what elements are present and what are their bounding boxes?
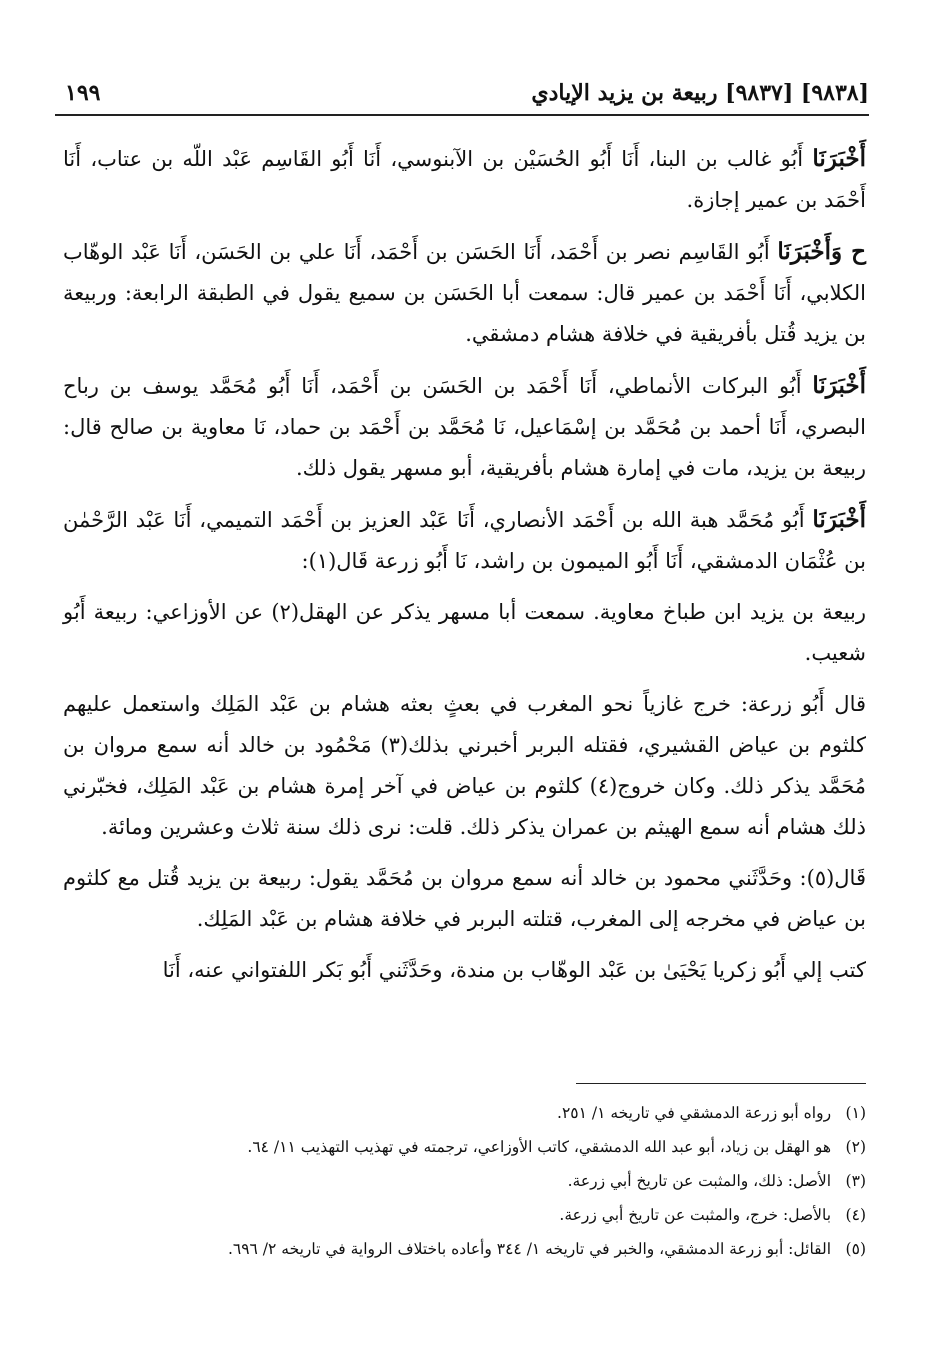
paragraph-6 — [63, 684, 866, 848]
footnote-text: بالأصل: خرج، والمثبت عن تاريخ أبي زرعة. — [559, 1206, 832, 1224]
footnote-separator — [576, 1083, 866, 1084]
footnote-3 — [63, 1164, 866, 1198]
footnote-text: القائل: أبو زرعة الدمشقي، والخبر في تاريخه ١/ ٣٤٤ وأعاده باختلاف الرواية في تاريخه ٢/ ٦٩٦. — [227, 1240, 832, 1258]
footnote-1 — [63, 1096, 866, 1130]
paragraph-8 — [63, 950, 866, 991]
paragraph-7 — [63, 858, 866, 940]
paragraph-2 — [63, 231, 866, 355]
paragraph-text: أَبُو مُحَمَّد هبة الله بن أَحْمَد الأنصاري، أَنَا عَبْد العزيز بن أَحْمَد التميمي، أَنَا عَبْد الرَّحْمٰن بن عُثْمَان الدمشقي، أَنَا أَبُو الميمون بن راشد، نَا أَبُو زرعة قَال(١): — [63, 508, 866, 573]
paragraph-text: قال أَبُو زرعة: خرج غازياً نحو المغرب في بعثٍ بعثه هشام بن عَبْد المَلِك واستعمل عليهم كلثوم بن عياض القشيري، فقتله البربر أخبرني بذلك(٣) مَحْمُود بن خالد أنه سمع مروان بن مُحَمَّد يذكر ذلك. وكان خروج(٤) كلثوم بن عياض في آخر إمرة هشام بن عَبْد المَلِك، فخبّرني ذلك هشام أنه سمع الهيثم بن عمران يذكر ذلك. قلت: نرى ذلك سنة ثلاث وعشرين ومائة. — [63, 692, 866, 839]
footnote-mark: (٤) — [845, 1206, 866, 1224]
footnote-text: هو الهقل بن زياد، أبو عبد الله الدمشقي، كاتب الأوزاعي، ترجمته في تهذيب التهذيب ١١/ ٦٤. — [247, 1138, 832, 1156]
paragraph-lead: أَخْبَرَنَا — [812, 372, 866, 399]
paragraph-4 — [63, 499, 866, 582]
paragraph-lead: أَخْبَرَنَا — [812, 145, 866, 172]
paragraph-text: أَبُو البركات الأنماطي، أَنَا أَحْمَد بن الحَسَن بن أَحْمَد، أَنَا أَبُو مُحَمَّد يوسف بن رباح البصري، أَنَا أحمد بن مُحَمَّد بن إسْمَاعيل، نَا مُحَمَّد بن أَحْمَد بن حماد، نَا معاوية بن صالح قال: ربيعة بن يزيد، مات في إمارة هشام بأفريقية، أبو مسهر يقول ذلك. — [63, 374, 866, 480]
paragraph-text: قَال(٥): وحَدَّثَني محمود بن خالد أنه سمع مروان بن مُحَمَّد يقول: ربيعة بن يزيد قُتل مع كلثوم بن عياض في مخرجه إلى المغرب، قتلته البربر في خلافة هشام بن عَبْد المَلِك. — [63, 866, 866, 931]
footnote-mark: (٥) — [845, 1240, 866, 1258]
footnote-2 — [63, 1130, 866, 1164]
footnote-mark: (١) — [845, 1104, 866, 1122]
footnote-text: رواه أبو زرعة الدمشقي في تاريخه ١/ ٢٥١. — [557, 1104, 832, 1122]
paragraph-text: ربيعة بن يزيد ابن طباخ معاوية. سمعت أبا مسهر يذكر عن الهقل(٢) عن الأوزاعي: ربيعة أَبُو شعيب. — [63, 600, 866, 665]
footnote-4 — [63, 1198, 866, 1232]
paragraph-3 — [63, 365, 866, 489]
main-text — [63, 138, 866, 1001]
footnote-text: الأصل: ذلك، والمثبت عن تاريخ أبي زرعة. — [567, 1172, 832, 1190]
paragraph-text: أَبُو القَاسِم نصر بن أَحْمَد، أَنَا الحَسَن بن أَحْمَد، أَنَا علي بن الحَسَن، أَنَا عَبْد الوهّاب الكلابي، أَنَا أَحْمَد بن عمير قال: سمعت أبا الحَسَن بن سميع يقول في الطبقة الرابعة: وربيعة بن يزيد قُتل بأفريقية في خلافة هشام دمشقي. — [63, 240, 866, 346]
paragraph-5 — [63, 592, 866, 674]
header-title: [٩٨٣٨] [٩٨٣٧] ربيعة بن يزيد الإيادي — [531, 80, 869, 106]
footnote-mark: (٢) — [845, 1138, 866, 1156]
footnotes — [63, 1096, 866, 1266]
paragraph-text: كتب إلي أَبُو زكريا يَحْيَىٰ بن عَبْد الوهّاب بن مندة، وحَدَّثَني أَبُو بَكر اللفتواني عنه، أَنَا — [162, 958, 866, 982]
footnote-5 — [63, 1232, 866, 1266]
paragraph-text: أَبُو غالب بن البنا، أَنَا أَبُو الحُسَيْن بن الآبنوسي، أَنَا أَبُو القَاسِم عَبْد اللّه بن عتاب، أَنَا أَحْمَد بن عمير إجازة. — [63, 147, 866, 212]
paragraph-1 — [63, 138, 866, 221]
paragraph-lead: ح وَأَخْبَرَنَا — [777, 238, 866, 265]
paragraph-lead: أَخْبَرَنَا — [812, 506, 866, 533]
footnote-mark: (٣) — [845, 1172, 866, 1190]
page-number: ١٩٩ — [65, 80, 101, 106]
header-rule — [55, 114, 869, 116]
